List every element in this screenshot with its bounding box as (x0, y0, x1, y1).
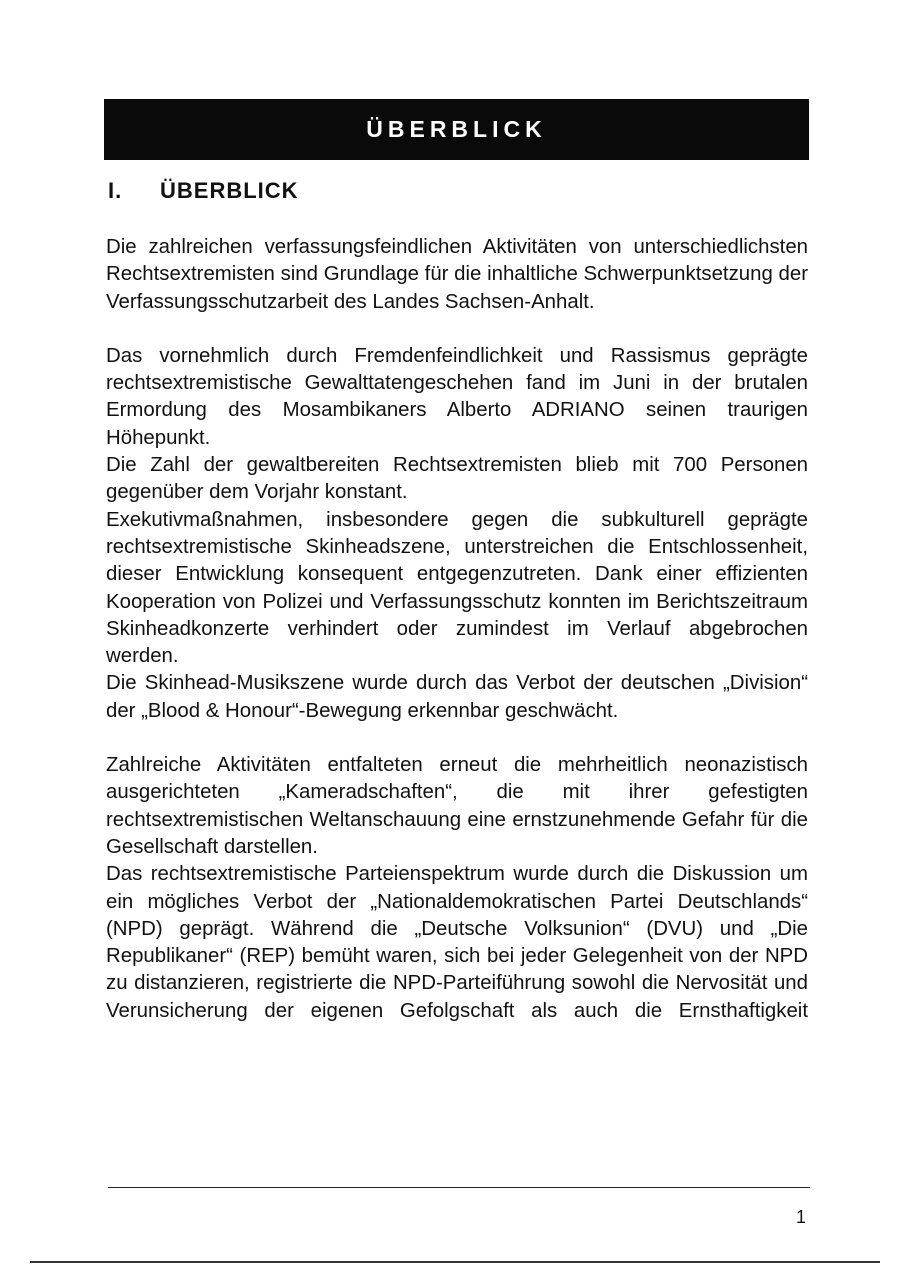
section-number: I. (108, 178, 123, 203)
footer-divider (108, 1187, 810, 1188)
body-text (106, 234, 808, 1025)
paragraph: Zahlreiche Aktivitäten entfalteten erneut die mehrheitlich neonazistisch ausgerichteten „Kameradschaften“, die mit ihrer gefestigten rechtsextremistischen Weltanschauung eine ernstzunehmende Gefahr für die Gesellschaft darstellen. (106, 754, 808, 858)
header-title: ÜBERBLICK (366, 116, 547, 142)
page-number: 1 (796, 1207, 807, 1227)
paragraph: Das vornehmlich durch Fremdenfeindlichkeit und Rassismus geprägte rechtsextremistische Gewalttatengeschehen fand im Juni in der brutalen Ermordung des Mosambikaners Alberto ADRIANO seinen traurigen Höhepunkt. (106, 344, 808, 449)
paragraph: Die zahlreichen verfassungsfeindlichen Aktivitäten von unterschiedlichsten Rechtsextremisten sind Grundlage für die inhaltliche Schwerpunktsetzung der Verfassungsschutzarbeit des Landes Sachsen-Anhalt. (106, 236, 808, 313)
paragraph: Exekutivmaßnahmen, insbesondere gegen die subkulturell geprägte rechtsextremistische Skinheadszene, unterstreichen die Entschlossenheit, dieser Entwicklung konsequent entgegenzutreten. Dank einer effizienten Kooperation von Polizei und Verfassungsschutz konnten im Berichtszeitraum Skinheadkonzerte verhindert oder zumindest im Verlauf abgebrochen werden. (106, 508, 808, 668)
paragraph: Die Skinhead-Musikszene wurde durch das Verbot der deutschen „Division“ der „Blood & Honour“-Bewegung erkennbar geschwächt. (106, 672, 808, 722)
section-title: ÜBERBLICK (160, 178, 299, 203)
paragraph: Das rechtsextremistische Parteienspektrum wurde durch die Diskussion um ein mögliches Verbot der „Nationaldemokratischen Partei Deutschlands“ (NPD) geprägt. Während die „Deutsche Volksunion“ (DVU) und „Die Republikaner“ (REP) bemüht waren, sich bei jeder Gelegenheit von der NPD zu distanzieren, registrierte die NPD-Parteiführung sowohl die Nervosität und Verunsicherung der eigenen Gefolgschaft als auch die Ernsthaftigkeit (106, 863, 808, 1022)
paragraph: Die Zahl der gewaltbereiten Rechtsextremisten blieb mit 700 Personen gegenüber dem Vorjahr konstant. (106, 454, 808, 504)
page-bottom-line (30, 1261, 880, 1263)
page-header-bar (104, 99, 809, 160)
section-heading (108, 178, 299, 204)
